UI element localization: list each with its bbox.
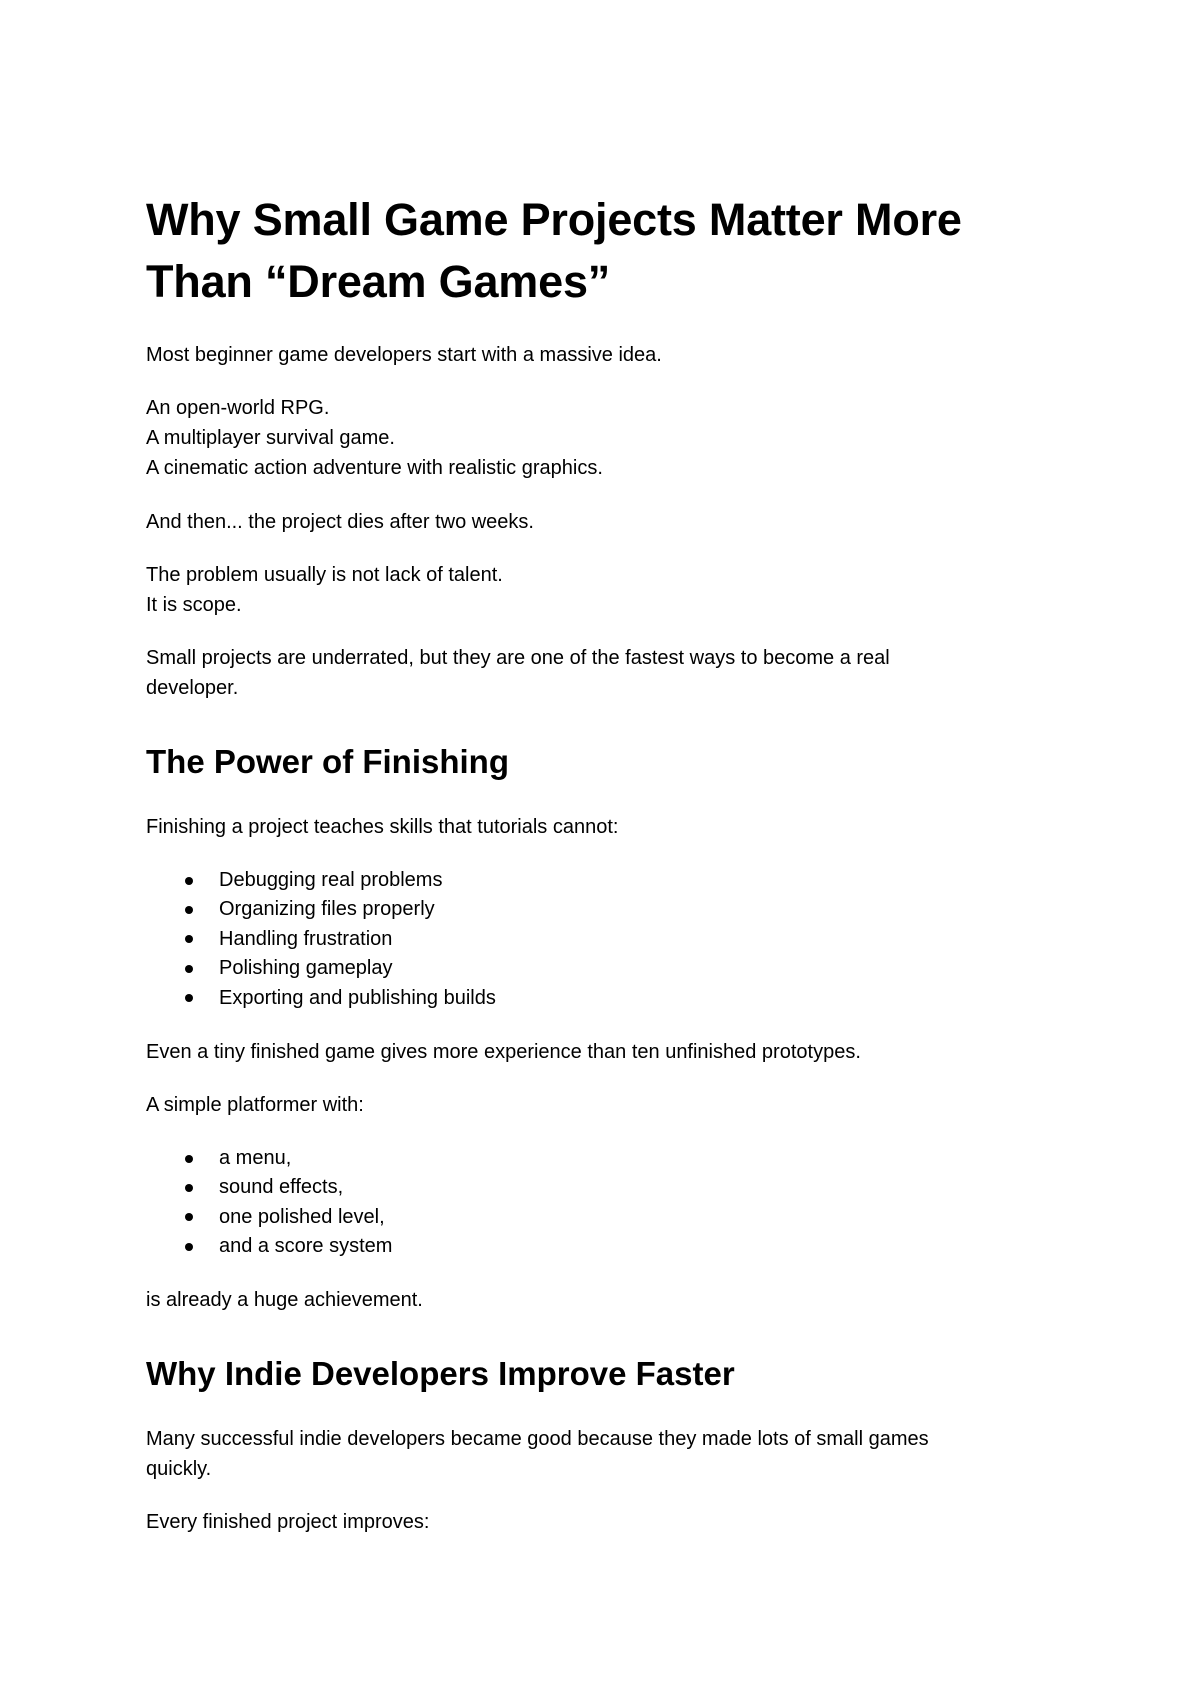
list-item-text: Organizing files properly	[219, 898, 435, 921]
paragraph-line: quickly.	[146, 1458, 212, 1480]
section-paragraph: Every finished project improves:	[146, 1511, 430, 1533]
list-item-text: and a score system	[219, 1235, 393, 1258]
paragraph-line: Many successful indie developers became good because they made lots of small games	[146, 1428, 929, 1450]
intro-paragraph	[146, 643, 890, 703]
bullet-icon	[185, 1155, 193, 1163]
section-paragraph: Finishing a project teaches skills that tutorials cannot:	[146, 816, 619, 838]
list-item	[146, 1232, 392, 1261]
example-line: An open-world RPG.	[146, 397, 330, 419]
bullet-icon	[185, 1184, 193, 1192]
section-paragraph	[146, 1424, 929, 1484]
paragraph-line: The problem usually is not lack of talent.	[146, 564, 503, 586]
intro-paragraph: And then... the project dies after two weeks.	[146, 511, 534, 533]
skills-list	[146, 866, 496, 1013]
list-item-text: a menu,	[219, 1147, 292, 1169]
platformer-list	[146, 1144, 392, 1262]
bullet-icon	[185, 994, 193, 1002]
list-item	[146, 866, 496, 895]
section-paragraph: A simple platformer with:	[146, 1094, 364, 1116]
document-title	[146, 189, 962, 313]
section-paragraph: is already a huge achievement.	[146, 1289, 423, 1311]
list-item-text: Exporting and publishing builds	[219, 986, 496, 1009]
list-item-text: Debugging real problems	[219, 869, 443, 891]
list-item-text: Handling frustration	[219, 927, 393, 950]
list-item	[146, 984, 496, 1013]
section-heading: The Power of Finishing	[146, 743, 509, 780]
list-item	[146, 1173, 392, 1202]
list-item	[146, 1144, 392, 1173]
list-item-text: Polishing gameplay	[219, 957, 393, 980]
list-item	[146, 954, 496, 983]
intro-examples	[146, 393, 603, 483]
list-item	[146, 925, 496, 954]
intro-paragraph	[146, 560, 503, 620]
bullet-icon	[185, 1243, 193, 1251]
list-item-text: sound effects,	[219, 1176, 344, 1199]
bullet-icon	[185, 906, 193, 914]
list-item	[146, 895, 496, 924]
paragraph-line: It is scope.	[146, 594, 242, 616]
section-paragraph: Even a tiny finished game gives more experience than ten unfinished prototypes.	[146, 1041, 861, 1063]
example-line: A cinematic action adventure with realistic graphics.	[146, 457, 603, 479]
bullet-icon	[185, 935, 193, 943]
intro-paragraph: Most beginner game developers start with a massive idea.	[146, 344, 662, 366]
bullet-icon	[185, 877, 193, 885]
section-heading: Why Indie Developers Improve Faster	[146, 1355, 735, 1392]
list-item	[146, 1203, 392, 1232]
title-line: Why Small Game Projects Matter More	[146, 194, 962, 245]
bullet-icon	[185, 1213, 193, 1221]
paragraph-line: Small projects are underrated, but they are one of the fastest ways to become a real	[146, 647, 890, 669]
example-line: A multiplayer survival game.	[146, 427, 395, 449]
bullet-icon	[185, 965, 193, 973]
list-item-text: one polished level,	[219, 1205, 385, 1228]
title-line: Than “Dream Games”	[146, 256, 611, 307]
paragraph-line: developer.	[146, 677, 239, 699]
